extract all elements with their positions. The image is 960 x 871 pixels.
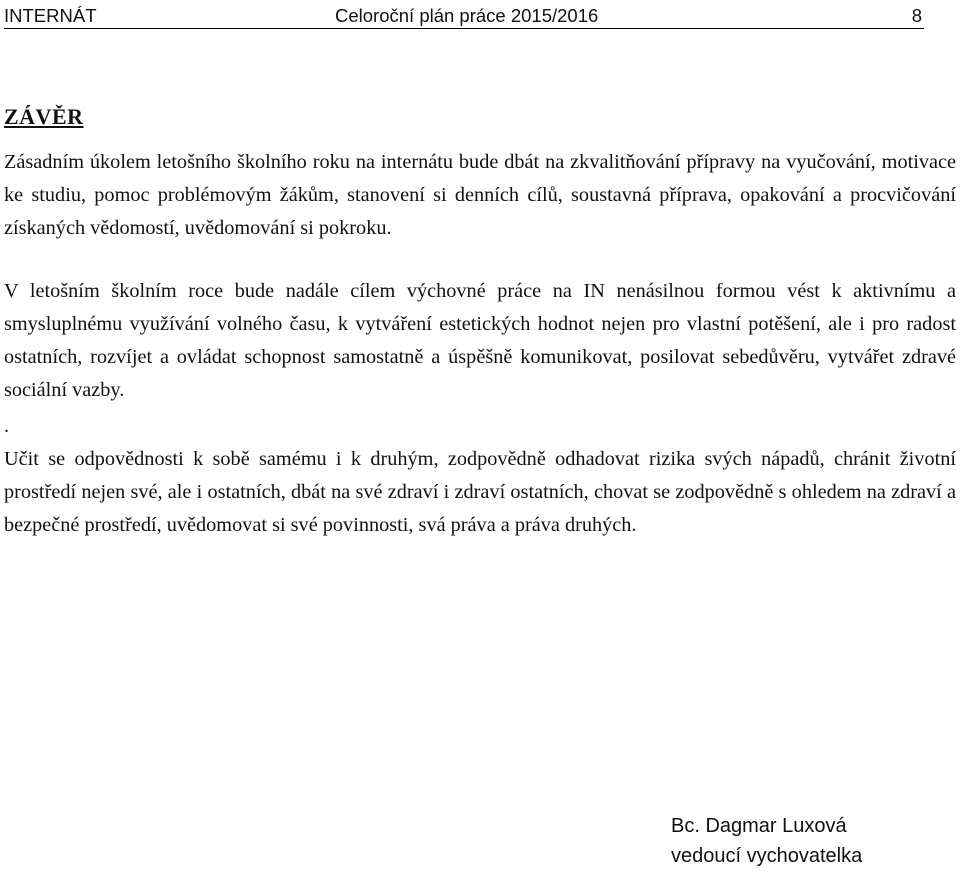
signature-name: Bc. Dagmar Luxová [671, 815, 847, 837]
paragraph-3: Učit se odpovědnosti k sobě samému i k druhým, zodpovědně odhadovat rizika svých nápadů, chránit životní prostředí nejen své, ale i ostatních, dbát na své zdraví i zdraví ostatních, chovat se zodpovědně s ohledem na zdraví a bezpečné prostředí, uvědomovat si své povinnosti, svá práva a práva druhých. [4, 448, 956, 536]
paragraph-separator: . [4, 415, 10, 437]
page-header [4, 2, 924, 29]
paragraph-2: V letošním školním roce bude nadále cílem výchovné práce na IN nenásilnou formou vést k aktivnímu a smysluplnému využívání volného času, k vytváření estetických hodnot nejen pro vlastní potěšení, ale i pro radost ostatních, rozvíjet a ovládat schopnost samostatně a úspěšně komunikovat, posilovat sebedůvěru, vytvářet zdravé sociální vazby. [4, 280, 956, 401]
header-section: INTERNÁT [4, 5, 97, 26]
section-heading: ZÁVĚR [4, 104, 84, 129]
signature-role: vedoucí vychovatelka [671, 845, 863, 867]
header-document-title: Celoroční plán práce 2015/2016 [335, 5, 599, 26]
paragraph-1: Zásadním úkolem letošního školního roku na internátu bude dbát na zkvalitňování přípravy na vyučování, motivace ke studiu, pomoc problémovým žákům, stanovení si denních cílů, soustavná příprava, opakování a procvičování získaných vědomostí, uvědomování si pokroku. [4, 151, 956, 239]
header-page-number: 8 [911, 5, 922, 26]
